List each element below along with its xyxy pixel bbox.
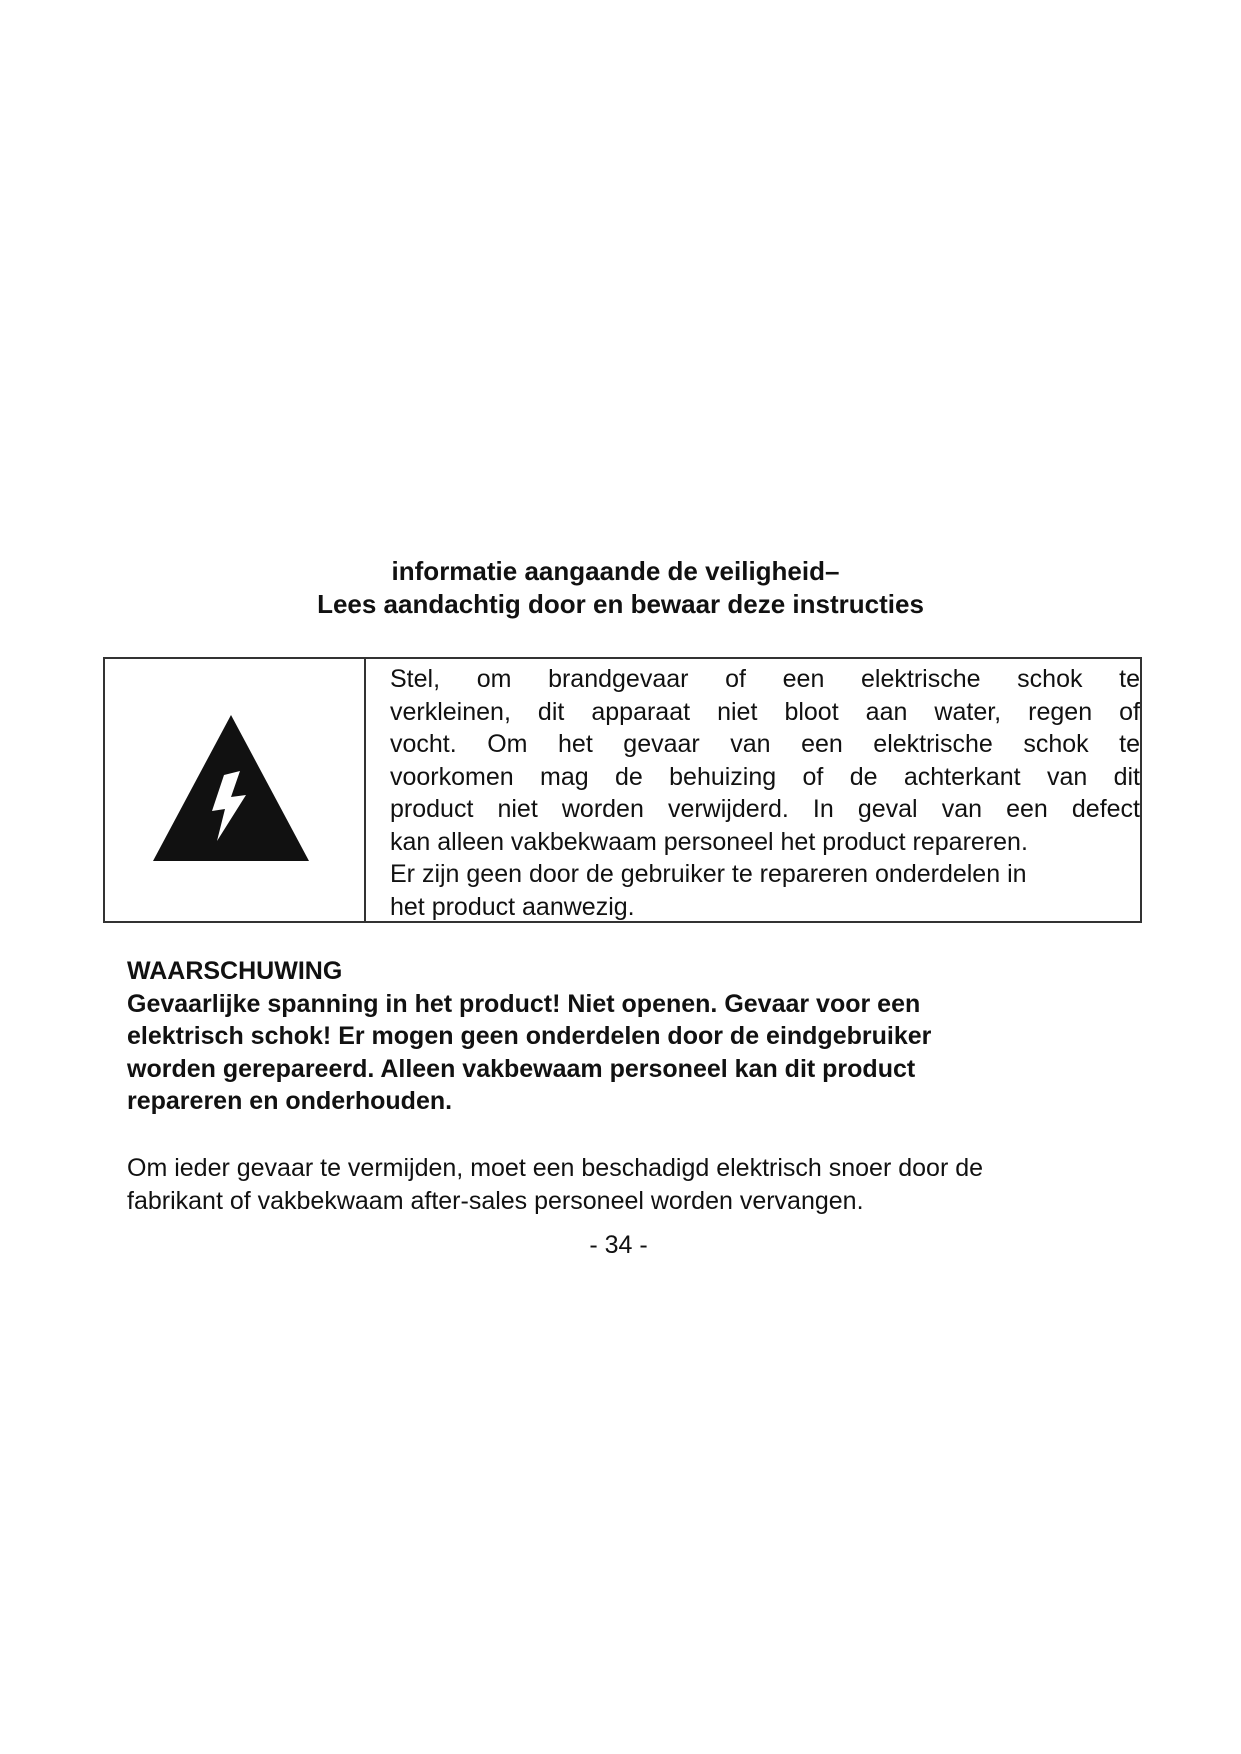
safety-warning-table (103, 657, 1142, 923)
warning-icon-cell (105, 659, 366, 921)
notice-line: Om ieder gevaar te vermijden, moet een beschadigd elektrisch snoer door de (127, 1154, 984, 1182)
page-number: - 34 - (589, 1231, 648, 1259)
high-voltage-warning-icon (151, 713, 311, 863)
warning-section-line: elektrisch schok! Er mogen geen onderdelen door de eindgebruiker (127, 1022, 932, 1050)
notice-line: fabrikant of vakbekwaam after-sales personeel worden vervangen. (127, 1186, 864, 1215)
warning-heading: WAARSCHUWING (127, 957, 343, 985)
warning-text-line: vocht. Om het gevaar van een elektrische schok te (390, 730, 1140, 758)
warning-section (127, 955, 1087, 1118)
title-line-1: informatie aangaande de veiligheid– (391, 556, 840, 586)
power-cord-notice (127, 1152, 1127, 1217)
warning-section-line: worden gerepareerd. Alleen vakbewaam personeel kan dit product (127, 1054, 916, 1083)
warning-text-line: verkleinen, dit apparaat niet bloot aan water, regen of (390, 697, 1140, 726)
warning-text-line: kan alleen vakbekwaam personeel het product repareren. (390, 827, 1028, 856)
warning-section-line: Gevaarlijke spanning in het product! Niet openen. Gevaar voor een (127, 989, 921, 1018)
warning-text-line: Er zijn geen door de gebruiker te repareren onderdelen in (390, 860, 1027, 888)
warning-text-line: product niet worden verwijderd. In geval van een defect (390, 795, 1140, 823)
warning-text-line: voorkomen mag de behuizing of de achterkant van dit (390, 762, 1140, 791)
warning-text-line: Stel, om brandgevaar of een elektrische schok te (390, 665, 1140, 693)
title-line-2: Lees aandachtig door en bewaar deze instructies (317, 589, 924, 619)
warning-text-cell (366, 659, 1140, 921)
warning-section-line: repareren en onderhouden. (127, 1087, 453, 1115)
warning-text-line: het product aanwezig. (390, 892, 635, 921)
page-title (0, 555, 1241, 621)
